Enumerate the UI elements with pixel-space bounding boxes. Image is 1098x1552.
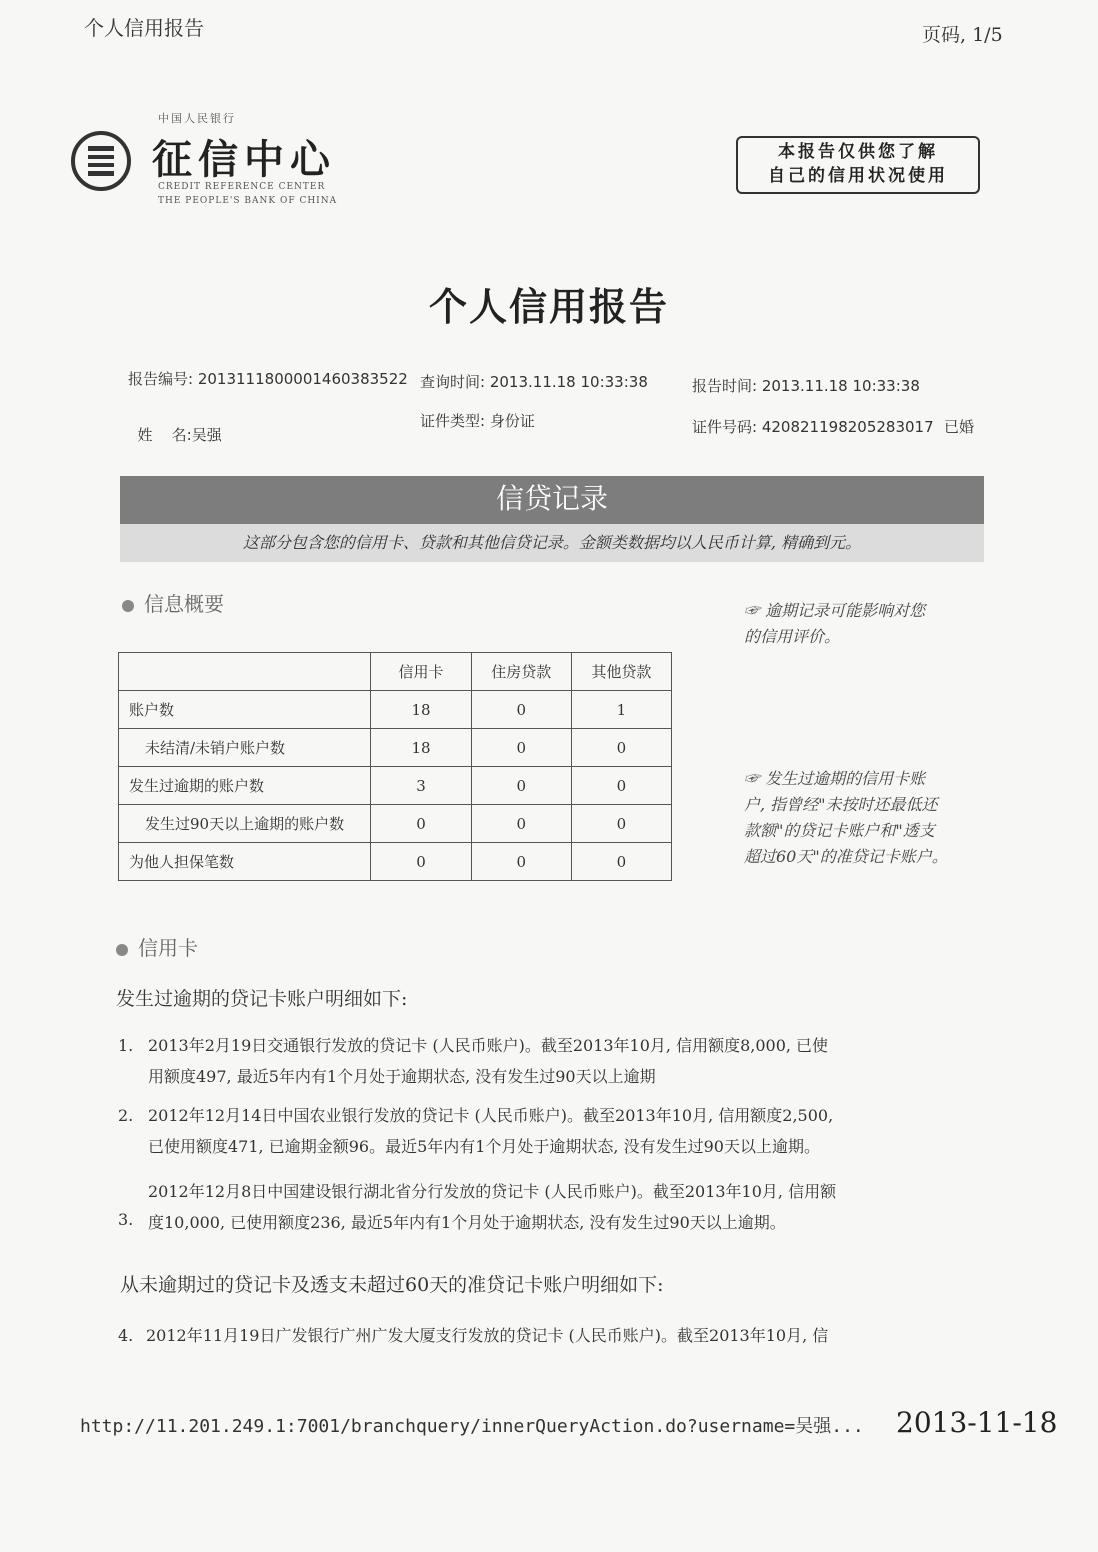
list-item: 2. 2012年12月14日中国农业银行发放的贷记卡 (人民币账户)。截至2013年10月, 信用额度2,500, 已使用额度471, 已逾期金额96。最近5年内有1个月处于逾期状态, 没有发生过90天以上逾期。 xyxy=(118,1106,834,1156)
table-row: 未结清/未销户账户数 18 0 0 xyxy=(119,729,672,767)
credit-card-heading: 信用卡 xyxy=(116,932,198,961)
logo-en-line2: THE PEOPLE'S BANK OF CHINA xyxy=(158,196,338,206)
overdue-definition-note: ☞ 发生过逾期的信用卡账 户, 指曾经"未按时还最低还 款额"的贷记卡账户和"透支 超过60天"的准贷记卡账户。 xyxy=(744,769,948,866)
logo-en-line1: CREDIT REFERENCE CENTER xyxy=(158,182,326,192)
credit-center-emblem-icon xyxy=(70,130,132,192)
id-number: 证件号码: 420821198205283017 xyxy=(692,418,934,436)
page-title: 个人信用报告 xyxy=(428,285,669,329)
usage-notice-box xyxy=(736,136,980,194)
summary-heading: 信息概要 xyxy=(122,588,224,617)
list-item: 3. 2012年12月8日中国建设银行湖北省分行发放的贷记卡 (人民币账户)。截至2013年10月, 信用额 度10,000, 已使用额度236, 最近5年内有1个月处于逾期状态, 没有发生过90天以上逾期。 xyxy=(118,1182,837,1232)
query-time: 查询时间: 2013.11.18 10:33:38 xyxy=(420,373,648,391)
report-number: 报告编号: 2013111800001460383522 xyxy=(128,370,408,388)
table-row: 账户数 18 0 1 xyxy=(119,691,672,729)
list-item: 1. 2013年2月19日交通银行发放的贷记卡 (人民币账户)。截至2013年10月, 信用额度8,000, 已使 用额度497, 最近5年内有1个月处于逾期状态, 没有发生过90天以上逾期 xyxy=(118,1036,829,1086)
overdue-accounts-heading: 发生过逾期的贷记卡账户明细如下: xyxy=(116,988,408,1010)
notice-line2: 自己的信用状况使用 xyxy=(768,166,948,186)
credit-center-logo xyxy=(70,110,350,220)
header-doc-label: 个人信用报告 xyxy=(84,16,204,40)
bullet-icon xyxy=(116,944,128,956)
pointing-hand-icon: ☞ xyxy=(744,769,766,788)
pointing-hand-icon: ☞ xyxy=(744,601,766,620)
col-housing-loan: 住房贷款 xyxy=(471,653,571,691)
col-other-loan: 其他贷款 xyxy=(571,653,671,691)
section-subtitle: 这部分包含您的信用卡、贷款和其他信贷记录。金额类数据均以人民币计算, 精确到元。 xyxy=(120,524,984,562)
bullet-icon xyxy=(122,600,134,612)
page-number: 页码, 1/5 xyxy=(922,24,1003,46)
logo-name: 征信中心 xyxy=(152,137,336,183)
logo-small-cn: 中国人民银行 xyxy=(158,112,236,125)
table-row: 发生过逾期的账户数 3 0 0 xyxy=(119,767,672,805)
overdue-note: ☞ 逾期记录可能影响对您 的信用评价。 xyxy=(744,601,926,646)
col-credit-card: 信用卡 xyxy=(371,653,471,691)
table-row: 为他人担保笔数 0 0 0 xyxy=(119,843,672,881)
report-time: 报告时间: 2013.11.18 10:33:38 xyxy=(692,377,920,395)
table-header-row xyxy=(119,653,672,691)
customer-name: 姓 名:吴强 xyxy=(137,426,222,444)
notice-line1: 本报告仅供您了解 xyxy=(778,142,938,162)
table-row: 发生过90天以上逾期的账户数 0 0 0 xyxy=(119,805,672,843)
footer-url: http://11.201.249.1:7001/branchquery/innerQueryAction.do?username=吴强... xyxy=(80,1416,864,1437)
id-type: 证件类型: 身份证 xyxy=(420,412,535,430)
marital-status: 已婚 xyxy=(944,418,975,436)
summary-table xyxy=(118,652,672,881)
section-title-band: 信贷记录 xyxy=(120,476,984,524)
normal-accounts-heading: 从未逾期过的贷记卡及透支未超过60天的准贷记卡账户明细如下: xyxy=(120,1274,664,1296)
list-item: 4. 2012年11月19日广发银行广州广发大厦支行发放的贷记卡 (人民币账户)。截至2013年10月, 信 xyxy=(118,1326,829,1345)
footer-date: 2013-11-18 xyxy=(896,1406,1058,1439)
